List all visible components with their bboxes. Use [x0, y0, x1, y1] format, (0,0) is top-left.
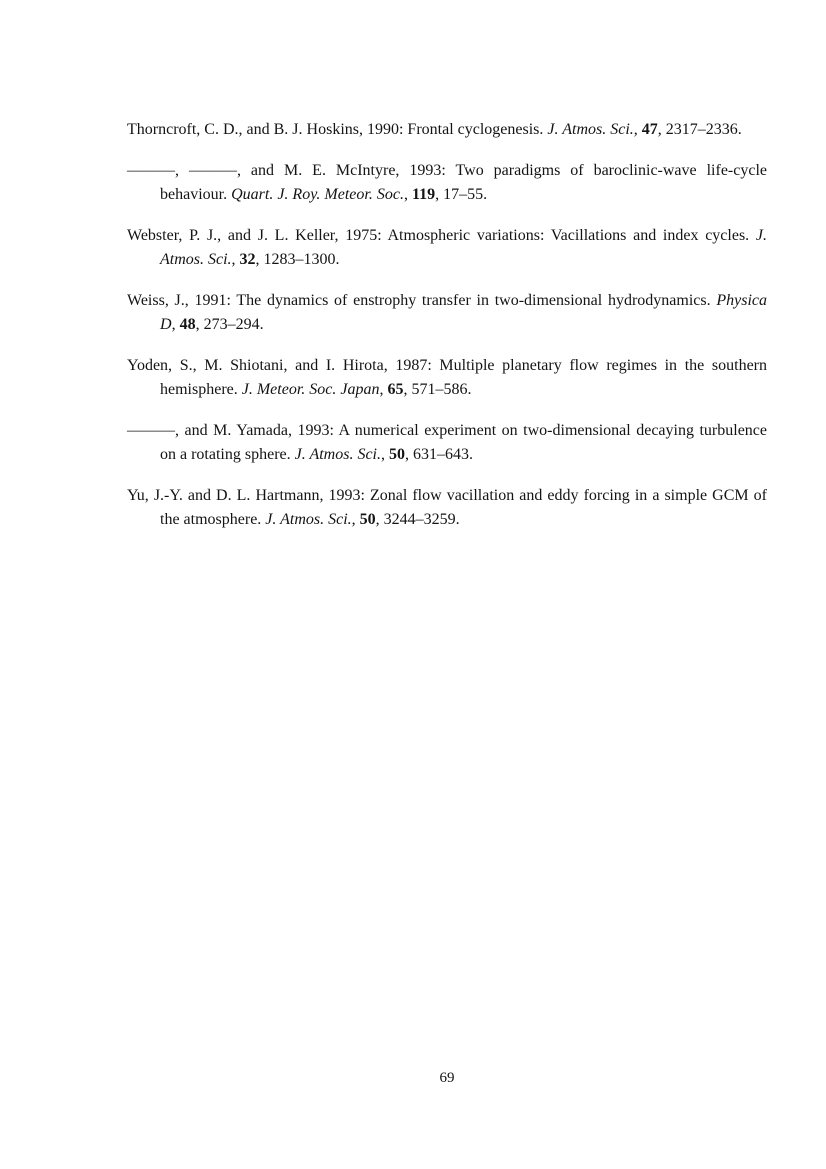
- volume-number: 32: [239, 251, 256, 268]
- reference-text: , 17–55.: [435, 186, 488, 203]
- volume-number: 65: [387, 381, 404, 398]
- reference-text: ,: [403, 186, 412, 203]
- page-number: 69: [439, 1070, 455, 1086]
- reference-entry: [127, 354, 767, 402]
- reference-text: , 631–643.: [404, 446, 473, 463]
- reference-text: ,: [231, 251, 240, 268]
- reference-text: Thorncroft, C. D., and B. J. Hoskins, 1990: Frontal cyclogenesis.: [127, 121, 548, 138]
- reference-entry: [127, 224, 767, 272]
- reference-text: ,: [171, 316, 180, 333]
- volume-number: 47: [641, 121, 658, 138]
- volume-number: 48: [179, 316, 196, 333]
- volume-number: 50: [359, 511, 376, 528]
- reference-text: ,: [379, 381, 388, 398]
- reference-text: , 571–586.: [403, 381, 472, 398]
- reference-text: , 3244–3259.: [375, 511, 460, 528]
- reference-entry: [127, 484, 767, 532]
- reference-text: ———, and M. Yamada, 1993: A numerical experiment on two-dimensional decaying turbulence on a rotating sphere.: [127, 422, 767, 463]
- reference-text: ,: [351, 511, 360, 528]
- reference-text: , 1283–1300.: [255, 251, 340, 268]
- reference-entry: [127, 118, 767, 142]
- volume-number: 50: [388, 446, 405, 463]
- reference-text: ,: [633, 121, 642, 138]
- references-list: [127, 118, 767, 549]
- reference-text: ,: [380, 446, 389, 463]
- reference-text: Weiss, J., 1991: The dynamics of enstrophy transfer in two-dimensional hydrodynamics.: [127, 292, 717, 309]
- reference-entry: [127, 159, 767, 207]
- journal-name: J. Atmos. Sci.: [294, 446, 381, 463]
- volume-number: 119: [411, 186, 436, 203]
- journal-name: J. Atmos. Sci.: [265, 511, 352, 528]
- reference-entry: [127, 289, 767, 337]
- reference-text: , 2317–2336.: [657, 121, 742, 138]
- reference-text: Yu, J.-Y. and D. L. Hartmann, 1993: Zonal flow vacillation and eddy forcing in a simple GCM of the atmosphere.: [127, 487, 767, 528]
- journal-name: J. Atmos. Sci.: [547, 121, 634, 138]
- reference-text: Webster, P. J., and J. L. Keller, 1975: Atmospheric variations: Vacillations and index cycles.: [127, 227, 756, 244]
- journal-name: J. Meteor. Soc. Japan: [241, 381, 380, 398]
- reference-text: Yoden, S., M. Shiotani, and I. Hirota, 1987: Multiple planetary flow regimes in the southern hemisphere.: [127, 357, 767, 398]
- reference-text: , 273–294.: [195, 316, 264, 333]
- journal-name: Physica D: [160, 292, 767, 333]
- journal-name: Quart. J. Roy. Meteor. Soc.: [231, 186, 404, 203]
- journal-name: J. Atmos. Sci.: [160, 227, 767, 268]
- reference-entry: [127, 419, 767, 467]
- reference-text: ———, ———, and M. E. McIntyre, 1993: Two paradigms of baroclinic-wave life-cycle behaviour.: [127, 162, 767, 203]
